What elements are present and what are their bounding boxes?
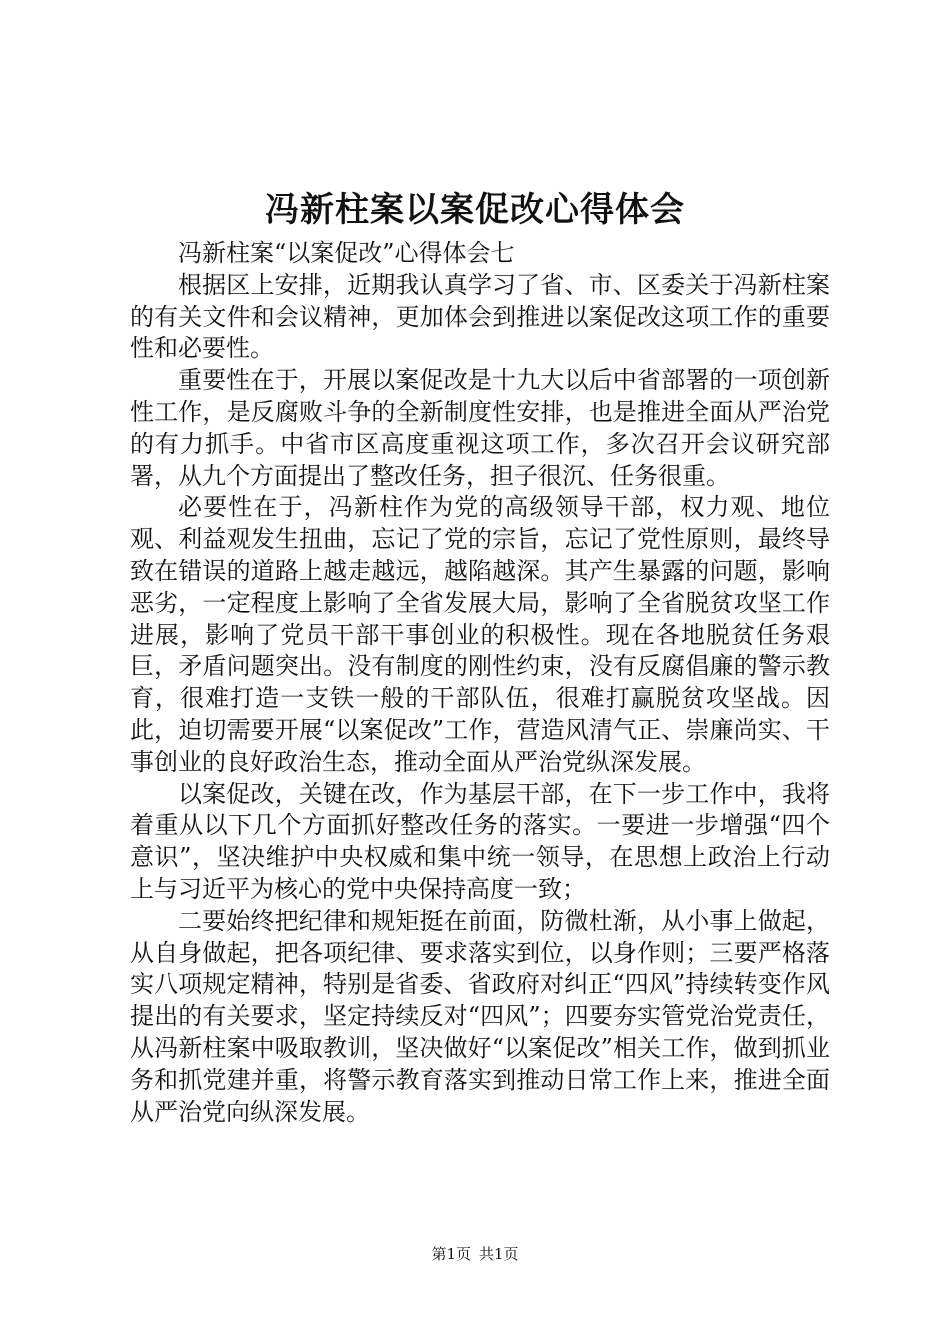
document-title: 冯新柱案以案促改心得体会 <box>265 190 685 230</box>
page-footer <box>0 1244 950 1264</box>
paragraph: 重要性在于，开展以案促改是十九大以后中省部署的一项创新性工作，是反腐败斗争的全新制度性安排，也是推进全面从严治党的有力抓手。中省市区高度重视这项工作，多次召开会议研究部署，从九个方面提出了整改任务，担子很沉、任务很重。 <box>130 366 830 490</box>
paragraph: 以案促改，关键在改，作为基层干部，在下一步工作中，我将着重从以下几个方面抓好整改任务的落实。一要进一步增强“四个意识”，坚决维护中央权威和集中统一领导，在思想上政治上行动上与习近平为核心的党中央保持高度一致； <box>130 779 830 903</box>
paragraph: 必要性在于，冯新柱作为党的高级领导干部，权力观、地位观、利益观发生扭曲，忘记了党的宗旨，忘记了党性原则，最终导致在错误的道路上越走越远，越陷越深。其产生暴露的问题，影响恶劣，一定程度上影响了全省发展大局，影响了全省脱贫攻坚工作进展，影响了党员干部干事创业的积极性。现在各地脱贫任务艰巨，矛盾问题突出。没有制度的刚性约束，没有反腐倡廉的警示教育，很难打造一支铁一般的干部队伍，很难打赢脱贫攻坚战。因此，迫切需要开展“以案促改”工作，营造风清气正、崇廉尚实、干事创业的良好政治生态，推动全面从严治党纵深发展。 <box>130 493 830 776</box>
page-number: 第1页 <box>431 1245 471 1263</box>
paragraph: 二要始终把纪律和规矩挺在前面，防微杜渐，从小事上做起，从自身做起，把各项纪律、要求落实到位，以身作则；三要严格落实八项规定精神，特别是省委、省政府对纠正“四风”持续转变作风提出的有关要求，坚定持续反对“四风”；四要夯实管党治党责任，从冯新柱案中吸取教训，坚决做好“以案促改”相关工作，做到抓业务和抓党建并重，将警示教育落实到推动日常工作上来，推进全面从严治党向纵深发展。 <box>130 906 830 1126</box>
page-total: 共1页 <box>479 1245 519 1263</box>
document-body <box>130 238 830 1128</box>
document-subtitle: 冯新柱案“以案促改”心得体会七 <box>178 239 515 267</box>
paragraph: 根据区上安排，近期我认真学习了省、市、区委关于冯新柱案的有关文件和会议精神，更加体会到推进以案促改这项工作的重要性和必要性。 <box>130 270 830 363</box>
